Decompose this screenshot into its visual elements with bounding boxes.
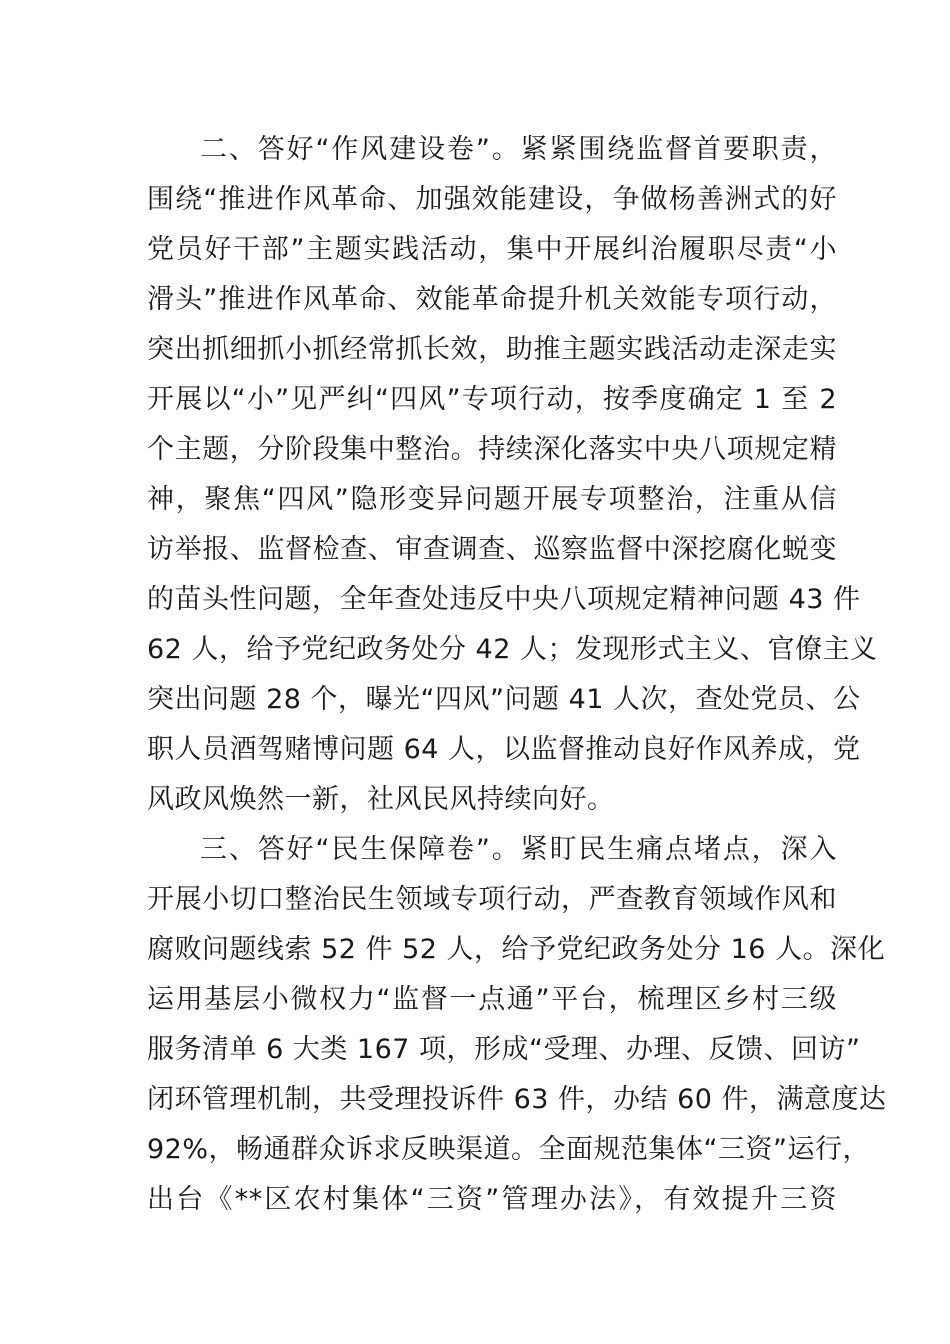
paragraph-3-line-3: 腐败问题线索 52 件 52 人，给予党纪政务处分 16 人。深化	[147, 934, 886, 965]
paragraph-2-line-12: 突出问题 28 个，曝光“四风”问题 41 人次，查处党员、公	[147, 684, 861, 715]
paragraph-2-line-13: 职人员酒驾赌博问题 64 人，以监督推动良好作风养成，党	[147, 734, 861, 765]
paragraph-2-line-5: 突出抓细抓小抓经常抓长效，助推主题实践活动走深走实	[147, 334, 837, 365]
paragraph-2-line-7: 个主题，分阶段集中整治。持续深化落实中央八项规定精	[147, 434, 837, 465]
paragraph-2-line-2: 围绕“推进作风革命、加强效能建设，争做杨善洲式的好	[147, 184, 837, 215]
paragraph-3-line-6: 闭环管理机制，共受理投诉件 63 件，办结 60 件，满意度达	[147, 1084, 887, 1115]
paragraph-3-line-4: 运用基层小微权力“监督一点通”平台，梳理区乡村三级	[147, 984, 837, 1015]
paragraph-2-line-10: 的苗头性问题，全年查处违反中央八项规定精神问题 43 件	[147, 584, 861, 615]
paragraph-3-line-8: 出台《**区农村集体“三资”管理办法》，有效提升三资	[147, 1184, 837, 1215]
paragraph-2-line-11: 62 人，给予党纪政务处分 42 人；发现形式主义、官僚主义	[147, 634, 878, 665]
paragraph-3-line-7: 92%，畅通群众诉求反映渠道。全面规范集体“三资”运行，	[147, 1134, 870, 1165]
paragraph-2-line-6: 开展以“小”见严纠“四风”专项行动，按季度确定 1 至 2	[147, 384, 837, 415]
paragraph-2-line-1: 二、答好“作风建设卷”。紧紧围绕监督首要职责，	[200, 134, 837, 165]
paragraph-3-line-1: 三、答好“民生保障卷”。紧盯民生痛点堵点，深入	[200, 834, 837, 865]
paragraph-2-line-14: 风政风焕然一新，社风民风持续向好。	[147, 784, 615, 815]
paragraph-2-line-9: 访举报、监督检查、审查调查、巡察监督中深挖腐化蜕变	[147, 534, 837, 565]
paragraph-3-line-5: 服务清单 6 大类 167 项，形成“受理、办理、反馈、回访”	[147, 1034, 861, 1065]
paragraph-2-line-8: 神，聚焦“四风”隐形变异问题开展专项整治，注重从信	[147, 484, 837, 515]
paragraph-2-line-4: 滑头”推进作风革命、效能革命提升机关效能专项行动，	[147, 284, 837, 315]
paragraph-3-line-2: 开展小切口整治民生领域专项行动，严查教育领域作风和	[147, 884, 837, 915]
paragraph-2-line-3: 党员好干部”主题实践活动，集中开展纠治履职尽责“小	[147, 234, 837, 265]
